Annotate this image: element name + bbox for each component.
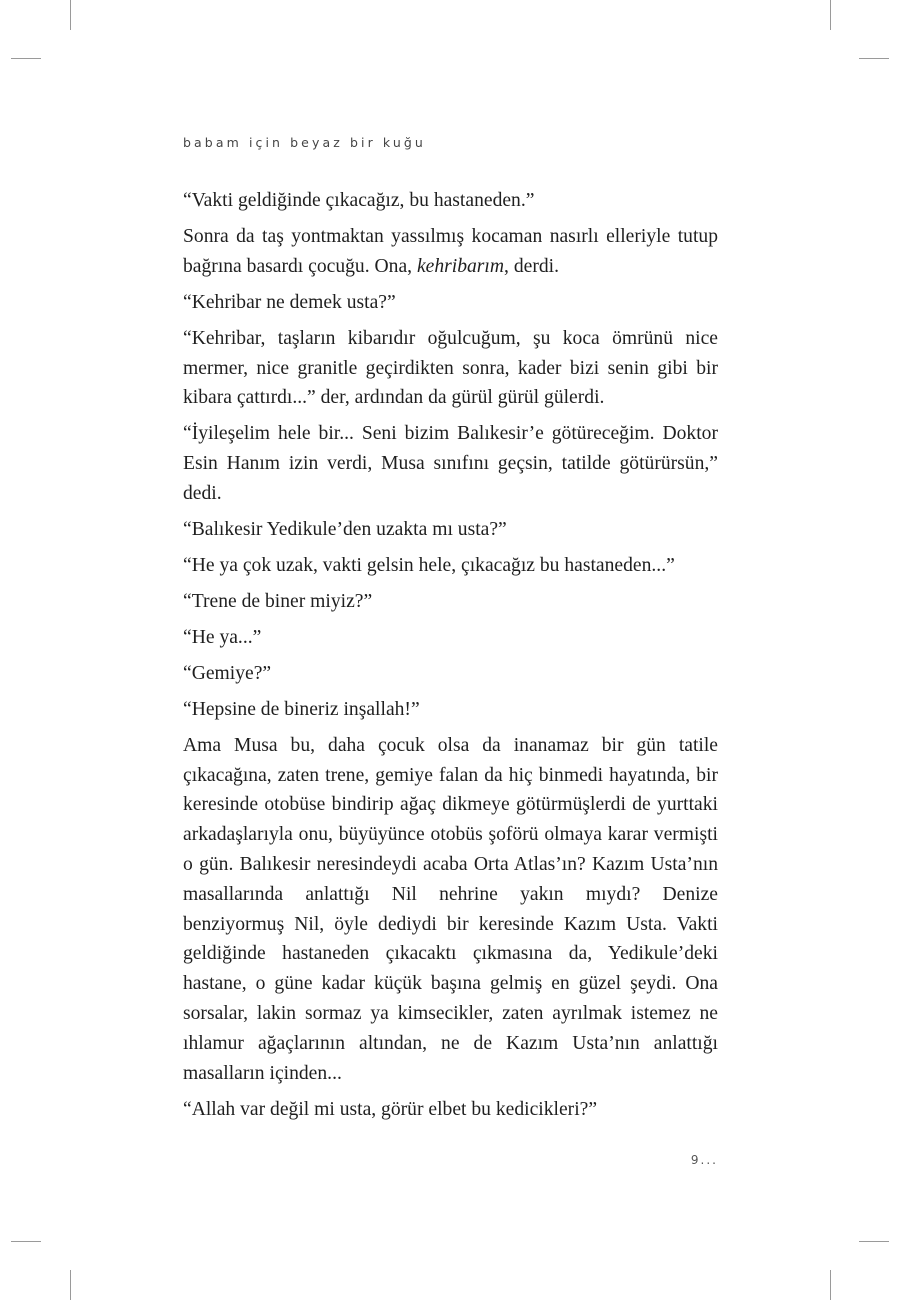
paragraph: “Balıkesir Yedikule’den uzakta mı usta?” [183,518,507,540]
paragraph: “Kehribar, taşların kibarıdır oğulcuğum, şu koca ömrünü nice mermer, nice granitle geçirdikten sonra, kader bizi senin gibi bir kibara çattırdı...” der, ardından da gürül gürül gülerdi. [183,327,718,409]
crop-mark-top-left [70,0,71,30]
paragraph: Ama Musa bu, daha çocuk olsa da inanamaz bir gün tatile çıkacağına, zaten trene, gemiye falan da hiç binmedi hayatında, bir keresinde otobüse bindirip ağaç dikmeye götürmüşlerdi de yurttaki arkadaşlarıyla onu, büyüyünce otobüs şoförü olmaya karar vermişti o gün. Balıkesir neresindeydi acaba Orta Atlas’ın? Kazım Usta’nın masallarında anlattığı Nil nehrine yakın mıydı? Denize benziyormuş Nil, öyle dediydi bir keresinde Kazım Usta. Vakti geldiğinde hastaneden çıkacaktı çıkmasına da, Yedikule’deki hastane, o güne kadar küçük başına gelmiş en güzel şeydi. Ona sorsalar, lakin sormaz ya kimsecikler, zaten ayrılmak istemez ne ıhlamur ağaçlarının altından, ne de Kazım Usta’nın anlattığı masalların içinden... [183,734,718,1084]
crop-mark-bottom-right-h [859,1241,889,1242]
body-text [183,186,718,1131]
crop-mark-top-right-h [859,58,889,59]
paragraph: “Kehribar ne demek usta?” [183,291,396,313]
paragraph: “Gemiye?” [183,662,272,684]
emphasis-kehribarim: kehribarım [416,255,505,277]
crop-mark-bottom-left [70,1270,71,1300]
crop-mark-top-right [830,0,831,30]
paragraph: “He ya çok uzak, vakti gelsin hele, çıkacağız bu hastaneden...” [183,554,675,576]
paragraph: “Hepsine de bineriz inşallah!” [183,698,420,720]
paragraph: Sonra da taş yontmaktan yassılmış kocaman nasırlı elleriyle tutup bağrına basardı çocuğu. Ona, kehribarım, derdi. [183,225,718,277]
crop-mark-top-left-h [11,58,41,59]
crop-mark-bottom-right [830,1270,831,1300]
paragraph: “İyileşelim hele bir... Seni bizim Balıkesir’e götüreceğim. Doktor Esin Hanım izin verdi, Musa sınıfını geçsin, tatilde götürürsün,” dedi. [183,423,718,504]
paragraph: “Vakti geldiğinde çıkacağız, bu hastaneden.” [183,190,535,211]
paragraph: “Trene de biner miyiz?” [183,590,373,612]
crop-mark-bottom-left-h [11,1241,41,1242]
running-head: babam için beyaz bir kuğu [183,135,426,150]
paragraph: “He ya...” [183,626,262,648]
page-number: 9... [690,1153,718,1167]
paragraph: “Allah var değil mi usta, görür elbet bu kedicikleri?” [183,1098,598,1120]
